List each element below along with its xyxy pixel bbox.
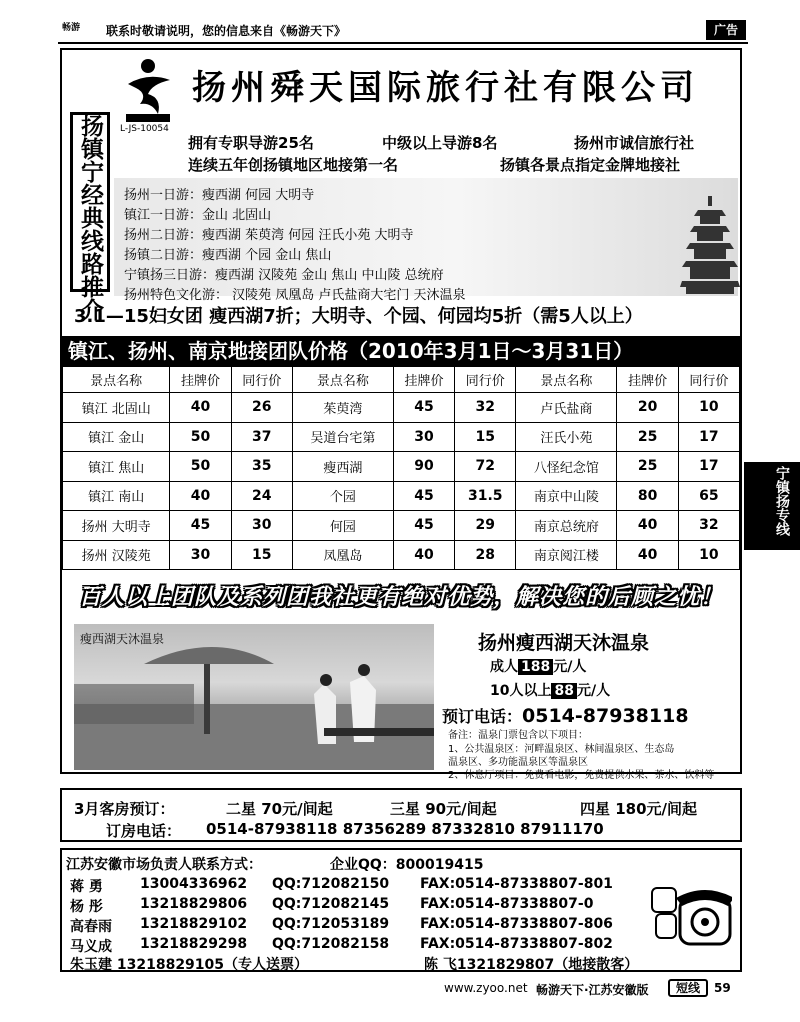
scenic-spot-cell: 卢氏盐商 <box>516 393 617 423</box>
column-header: 景点名称 <box>63 367 170 393</box>
column-header: 同行价 <box>231 367 292 393</box>
price-cell: 40 <box>393 540 454 570</box>
scenic-spot-cell: 扬州 汉陵苑 <box>63 540 170 570</box>
spa-note: 2、休息厅项目：免费看电影，免费提供水果、茶水、饮料等 <box>448 770 715 781</box>
intro-guides: 拥有专职导游25名 <box>188 134 314 152</box>
contact-phone: 13218829102 <box>140 916 248 932</box>
price-cell: 10 <box>678 540 739 570</box>
column-header: 挂牌价 <box>170 367 231 393</box>
contact-name: 蒋 勇 <box>70 879 103 895</box>
price-cell: 40 <box>617 511 678 541</box>
room-three-star: 三星 90元/间起 <box>390 800 497 818</box>
scenic-spot-cell: 镇江 北固山 <box>63 393 170 423</box>
price-cell: 32 <box>678 511 739 541</box>
contact-name: 杨 彤 <box>70 899 103 915</box>
table-row <box>63 540 740 570</box>
company-name: 扬州舜天国际旅行社有限公司 <box>192 68 699 108</box>
price-cell: 32 <box>455 393 516 423</box>
table-header-row <box>63 367 740 393</box>
contact-fax: FAX:0514-87338807-806 <box>420 916 613 932</box>
route-item: 宁镇扬三日游：瘦西湖 汉陵苑 金山 焦山 中山陵 总统府 <box>124 268 444 283</box>
room-title: 3月客房预订： <box>74 800 175 818</box>
price-cell: 50 <box>170 422 231 452</box>
contact-qq: QQ:712082158 <box>272 936 390 952</box>
contact-last-left: 朱玉建 13218829105（专人送票） <box>70 957 309 973</box>
contacts-title: 江苏安徽市场负责人联系方式： <box>66 857 262 873</box>
footer-tag: 短线 <box>668 979 708 997</box>
price-cell: 30 <box>231 511 292 541</box>
scenic-spot-cell: 镇江 南山 <box>63 481 170 511</box>
scenic-spot-cell: 镇江 金山 <box>63 422 170 452</box>
price-cell: 25 <box>617 452 678 482</box>
room-two-star: 二星 70元/间起 <box>226 800 333 818</box>
price-cell: 45 <box>393 511 454 541</box>
price-table-title: 镇江、扬州、南京地接团队价格（2010年3月1日～3月31日） <box>60 336 742 366</box>
price-cell: 26 <box>231 393 292 423</box>
route-item: 扬州二日游：瘦西湖 茱萸湾 何园 汪氏小苑 大明寺 <box>124 228 414 243</box>
spa-photo-label: 瘦西湖天沐温泉 <box>80 632 165 646</box>
price-cell: 35 <box>231 452 292 482</box>
price-cell: 72 <box>455 452 516 482</box>
contact-qq: QQ:712082145 <box>272 896 390 912</box>
company-qq: 企业QQ：800019415 <box>330 857 484 873</box>
header-rule <box>58 42 748 44</box>
price-cell: 45 <box>393 393 454 423</box>
scenic-spot-cell: 南京中山陵 <box>516 481 617 511</box>
vertical-banner-text: 扬镇宁经典线路推介 <box>77 114 103 321</box>
room-phones: 0514-87938118 87356289 87332810 87911170 <box>206 820 604 838</box>
scenic-spot-cell: 个园 <box>292 481 393 511</box>
room-four-star: 四星 180元/间起 <box>580 800 698 818</box>
column-header: 景点名称 <box>516 367 617 393</box>
company-logo-icon <box>118 54 178 124</box>
price-cell: 40 <box>170 393 231 423</box>
price-cell: 29 <box>455 511 516 541</box>
price-cell: 25 <box>617 422 678 452</box>
price-cell: 15 <box>231 540 292 570</box>
table-row <box>63 481 740 511</box>
price-cell: 40 <box>617 540 678 570</box>
contact-fax: FAX:0514-87338807-802 <box>420 936 613 952</box>
column-header: 挂牌价 <box>617 367 678 393</box>
price-cell: 80 <box>617 481 678 511</box>
spa-adult-price: 成人 188 元/人 <box>490 659 587 675</box>
scenic-spot-cell: 茱萸湾 <box>292 393 393 423</box>
license-number: L-JS-10054 <box>120 124 169 134</box>
scenic-spot-cell: 汪氏小苑 <box>516 422 617 452</box>
price-cell: 90 <box>393 452 454 482</box>
scenic-spot-cell: 瘦西湖 <box>292 452 393 482</box>
column-header: 景点名称 <box>292 367 393 393</box>
footer-title: 畅游天下·江苏安徽版 <box>536 983 649 997</box>
intro-senior-guides: 中级以上导游8名 <box>382 134 498 152</box>
column-header: 同行价 <box>455 367 516 393</box>
telephone-icon <box>650 884 732 946</box>
contact-name: 马义成 <box>70 939 112 955</box>
scenic-spot-cell: 扬州 大明寺 <box>63 511 170 541</box>
route-item: 扬镇二日游：瘦西湖 个园 金山 焦山 <box>124 248 332 263</box>
price-cell: 28 <box>455 540 516 570</box>
price-cell: 50 <box>170 452 231 482</box>
spa-phone: 预订电话：0514-87938118 <box>442 705 689 727</box>
header-note: 联系时敬请说明，您的信息来自《畅游天下》 <box>106 24 347 38</box>
pagoda-icon <box>680 196 740 294</box>
route-item: 扬州特色文化游： 汉陵苑 凤凰岛 卢氏盐商大宅门 天沐温泉 <box>124 288 466 303</box>
scenic-spot-cell: 镇江 焦山 <box>63 452 170 482</box>
price-cell: 30 <box>170 540 231 570</box>
spa-note: 备注：温泉门票包含以下项目： <box>448 730 588 741</box>
table-row <box>63 452 740 482</box>
spa-note: 温泉区、多功能温泉区等温泉区 <box>448 757 588 768</box>
page-header <box>0 0 800 44</box>
contact-name: 高春雨 <box>70 919 112 935</box>
price-cell: 10 <box>678 393 739 423</box>
spa-group-price: 10人以上 88 元/人 <box>490 683 611 699</box>
room-phone-label: 订房电话： <box>106 822 182 840</box>
price-cell: 45 <box>393 481 454 511</box>
intro-honest-agency: 扬州市诚信旅行社 <box>574 134 695 152</box>
contact-qq: QQ:712082150 <box>272 876 390 892</box>
promo-text: 3.1—15妇女团 瘦西湖7折；大明寺、个园、何园均5折（需5人以上） <box>74 306 643 327</box>
contact-fax: FAX:0514-87338807-801 <box>420 876 613 892</box>
ad-tag: 广告 <box>706 20 746 40</box>
price-cell: 37 <box>231 422 292 452</box>
contact-phone: 13218829806 <box>140 896 248 912</box>
price-cell: 24 <box>231 481 292 511</box>
scenic-spot-cell: 吴道台宅第 <box>292 422 393 452</box>
price-table <box>62 366 740 570</box>
intro-designated: 扬镇各景点指定金牌地接社 <box>500 156 681 174</box>
spa-note: 1、公共温泉区：河畔温泉区、林间温泉区、生态岛 <box>448 744 675 755</box>
scenic-spot-cell: 南京阅江楼 <box>516 540 617 570</box>
price-cell: 30 <box>393 422 454 452</box>
scenic-spot-cell: 南京总统府 <box>516 511 617 541</box>
magazine-logo: 畅游 <box>62 23 81 33</box>
intro-ranking: 连续五年创扬镇地区地接第一名 <box>188 156 399 174</box>
contact-last-right: 陈 飞1321829807（地接散客） <box>424 957 639 973</box>
price-cell: 40 <box>170 481 231 511</box>
footer-url[interactable]: www.zyoo.net <box>444 981 528 995</box>
table-row <box>63 422 740 452</box>
table-row <box>63 511 740 541</box>
table-row <box>63 393 740 423</box>
side-tab-label: 宁镇扬专线 <box>774 466 790 536</box>
price-cell: 15 <box>455 422 516 452</box>
scenic-spot-cell: 八怪纪念馆 <box>516 452 617 482</box>
price-cell: 31.5 <box>455 481 516 511</box>
column-header: 同行价 <box>678 367 739 393</box>
price-cell: 20 <box>617 393 678 423</box>
price-cell: 17 <box>678 452 739 482</box>
contact-qq: QQ:712053189 <box>272 916 390 932</box>
price-cell: 17 <box>678 422 739 452</box>
route-item: 镇江一日游：金山 北固山 <box>124 208 272 223</box>
contact-fax: FAX:0514-87338807-0 <box>420 896 594 912</box>
price-cell: 65 <box>678 481 739 511</box>
page-number: 59 <box>714 981 731 995</box>
contact-phone: 13004336962 <box>140 876 248 892</box>
column-header: 挂牌价 <box>393 367 454 393</box>
scenic-spot-cell: 凤凰岛 <box>292 540 393 570</box>
contact-phone: 13218829298 <box>140 936 248 952</box>
scenic-spot-cell: 何园 <box>292 511 393 541</box>
route-item: 扬州一日游：瘦西湖 何园 大明寺 <box>124 188 315 203</box>
spa-name: 扬州瘦西湖天沐温泉 <box>478 632 650 654</box>
slogan: 百人以上团队及系列团我社更有绝对优势，解决您的后顾之忧！ <box>78 585 723 610</box>
price-cell: 45 <box>170 511 231 541</box>
